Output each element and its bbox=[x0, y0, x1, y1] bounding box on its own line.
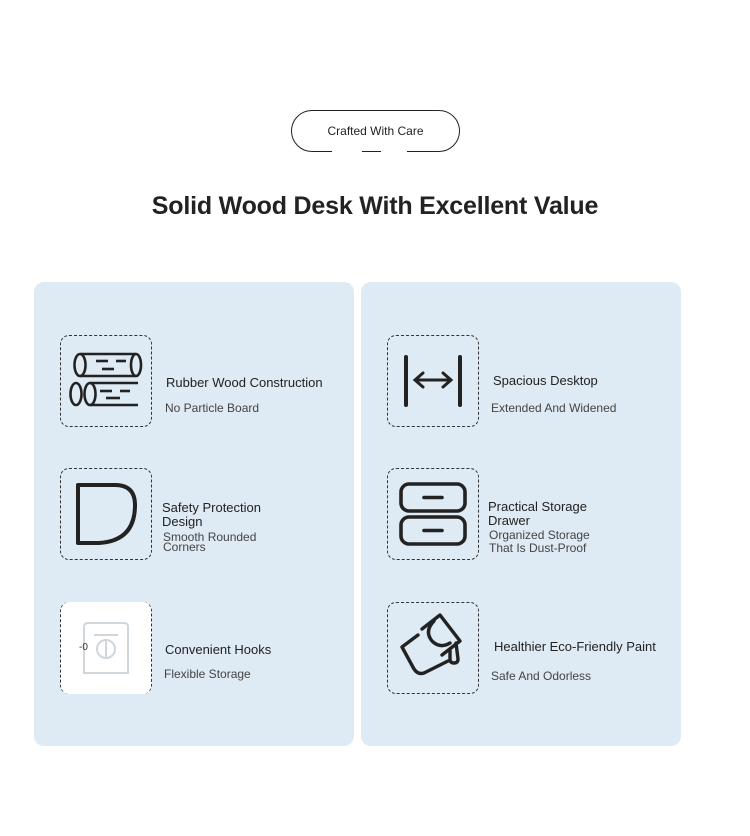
desktop-subtitle: Extended And Widened bbox=[491, 401, 617, 415]
drawers-icon bbox=[398, 481, 468, 547]
rounded-corner-icon-box bbox=[60, 468, 152, 560]
width-arrows-icon bbox=[400, 353, 466, 409]
storage-subtitle-line2: That Is Dust-Proof bbox=[489, 541, 587, 555]
crafted-badge-label: Crafted With Care bbox=[327, 124, 424, 138]
page-title: Solid Wood Desk With Excellent Value bbox=[151, 192, 599, 220]
hooks-subtitle: Flexible Storage bbox=[164, 667, 251, 681]
safety-title-line2: Design bbox=[162, 514, 203, 529]
hook-icon-label: -0 bbox=[79, 642, 88, 653]
features-panel-right bbox=[361, 282, 681, 746]
storage-title-line2: Drawer bbox=[488, 513, 530, 528]
width-arrows-icon-box bbox=[387, 335, 479, 427]
safety-title-line1: Safety Protection bbox=[162, 500, 261, 515]
drawers-icon-box bbox=[387, 468, 479, 560]
paint-bucket-icon bbox=[398, 613, 468, 683]
hooks-title: Convenient Hooks bbox=[165, 642, 272, 657]
logs-icon bbox=[66, 351, 146, 411]
rounded-corner-icon bbox=[73, 481, 139, 547]
desktop-title: Spacious Desktop bbox=[493, 373, 598, 388]
safety-subtitle-line2: Corners bbox=[163, 540, 206, 554]
paint-title: Healthier Eco-Friendly Paint bbox=[494, 639, 656, 654]
storage-title-line1: Practical Storage bbox=[488, 499, 587, 514]
storage-subtitle-line1: Organized Storage bbox=[489, 528, 590, 542]
features-panel-left bbox=[34, 282, 354, 746]
paint-subtitle: Safe And Odorless bbox=[491, 669, 592, 683]
rubber-wood-title: Rubber Wood Construction bbox=[166, 375, 323, 390]
rubber-wood-subtitle: No Particle Board bbox=[165, 401, 260, 415]
badge-gap-left bbox=[332, 148, 362, 154]
paint-bucket-icon-box bbox=[387, 602, 479, 694]
badge-gap-right bbox=[381, 148, 407, 154]
hook-icon-box bbox=[60, 602, 152, 694]
logs-icon-box bbox=[60, 335, 152, 427]
safety-subtitle-line1: Smooth Rounded bbox=[163, 530, 257, 544]
crafted-badge bbox=[291, 110, 460, 152]
